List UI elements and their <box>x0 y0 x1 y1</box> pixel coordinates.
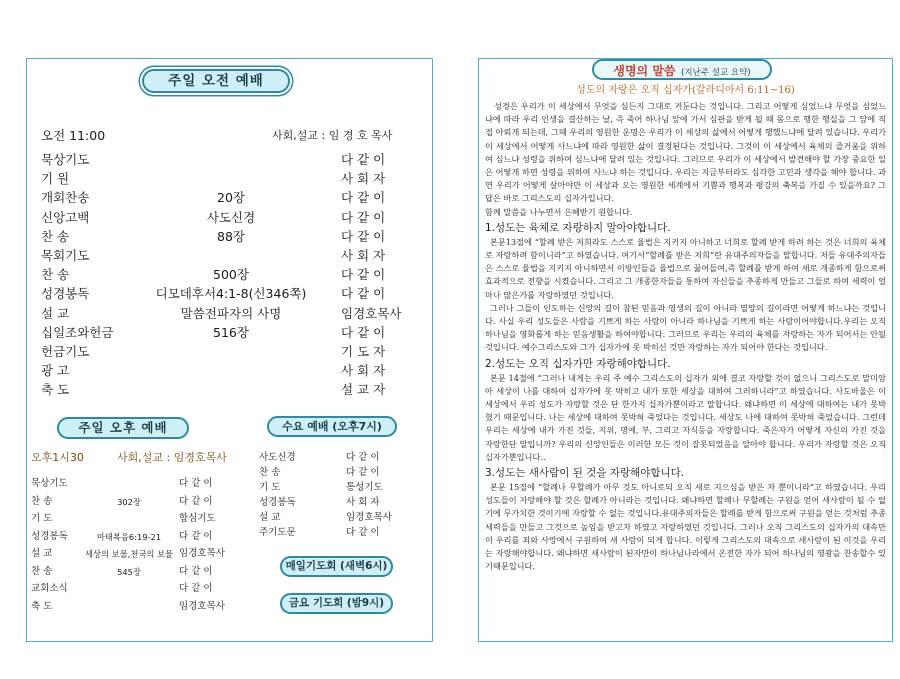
pm-item-role: 다 같 이 <box>179 478 213 489</box>
am-item-name: 설 교 <box>41 305 70 321</box>
am-item-name: 묵상기도 <box>41 152 90 167</box>
am-item-name: 찬 송 <box>41 228 70 244</box>
am-order-item <box>41 285 411 304</box>
sermon-summary-panel <box>478 58 893 642</box>
sermon-badge <box>592 59 772 80</box>
wednesday-item-role: 다 같 이 <box>346 467 380 478</box>
am-item-detail: 사도신경 <box>206 209 256 225</box>
wednesday-item-role: 통성기도 <box>346 482 383 493</box>
am-item-role: 다 같 이 <box>341 324 386 340</box>
sermon-point-paragraph: 본문 14절에 “그러나 내게는 우리 주 예수 그리스도의 십자가 외에 결코 자랑할 것이 없으니 그리스도로 말미암아 세상이 나를 대하여 십자가에 못 박히고 내가 또한 세상을 대하여 그러하니라”고 하였습니다. 사도바울은 이 세상에서 우리 성도가 자랑할 것은 단 한가지 십자가뿐이라고 말합니다. 왜냐하면 이 세상에 대하여는 내가 못박혔기 때문입니다. 나는 세상에 대하여 못박혀 죽었다는 것입니다. 세상도 나에 대하여 못박혀 죽었습니다. 그런데 우리는 세상에 내가 가진 것들, 지위, 명예, 부, 그리고 자식등을 자랑합니다. 죽은자가 어떻게 자신의 가진 것을 자랑한단 말입니까? 우리의 신앙인들은 이러한 모든 것이 잘못되었음을 알아야 합니다. 우리가 자랑할 것은 오직 십자가뿐입니다.. <box>485 372 886 462</box>
am-item-detail: 500장 <box>213 267 249 283</box>
wednesday-item-role: 다 같 이 <box>346 452 380 463</box>
am-item-name: 찬 송 <box>41 267 70 283</box>
pm-service-preacher: 사회,설교 : 임경호목사 <box>117 451 227 464</box>
am-item-name: 개회찬송 <box>41 190 90 206</box>
wednesday-item-name: 주기도문 <box>259 527 296 538</box>
wednesday-item-role: 임경호목사 <box>346 512 392 523</box>
am-service-time: 오전 11:00 <box>41 128 106 143</box>
am-order-item <box>41 381 411 400</box>
am-order-item <box>41 170 411 189</box>
am-item-name: 광 고 <box>41 363 70 379</box>
pm-item-detail: 302장 <box>117 496 141 507</box>
wednesday-service-title: 수요 예배 (오후7시) <box>267 416 397 437</box>
pm-item-name: 찬 송 <box>31 495 53 507</box>
wednesday-item-name: 사도신경 <box>259 452 296 463</box>
am-service-title: 주일 오전 예배 <box>142 69 290 93</box>
am-item-role: 다 같 이 <box>341 267 386 283</box>
pm-item-name: 성경봉독 <box>31 530 68 542</box>
am-item-role: 사 회 자 <box>341 248 386 263</box>
am-item-role: 임경호목사 <box>341 305 402 321</box>
pm-item-name: 기 도 <box>31 513 53 524</box>
pm-item-name: 묵상기도 <box>31 478 68 489</box>
am-item-role: 다 같 이 <box>341 190 386 206</box>
am-order-item <box>41 305 411 324</box>
sermon-point-paragraph: 본문13절에 “할례 받은 저희라도 스스로 율법은 지키지 아니하고 너희로 할례 받게 하려 하는 것은 너희의 육체로 자랑하려 함이니라”고 하였습니다. 여기서“할례를 받은 저희”란 유대주의자들을 말합니다. 저들 유대주의자들은 스스로 율법을 지키지 아니하면서 이방인들을 율법으로 꿇어들여,즉 할례를 받게 하여 새로 개종하게 함으로써 효과적으로 전향을 시켰습니다. 그리고 그 개종한자들을 통하여 자신들을 추종하게 만들고 그들로 하여 세력이 얼마나 많은가를 자랑하였던 것입니다. <box>485 236 886 300</box>
pm-item-role: 다 같 이 <box>179 565 213 577</box>
pm-item-role: 다 같 이 <box>179 530 213 542</box>
sermon-point-heading: 3.성도는 새사람이 된 것을 자랑해야합니다. <box>485 467 685 480</box>
am-order-item <box>41 324 411 343</box>
wednesday-item-name: 성경봉독 <box>259 497 296 508</box>
wednesday-item-name: 기 도 <box>259 482 281 493</box>
sermon-body <box>485 100 886 574</box>
am-order-item <box>41 228 411 247</box>
am-item-name: 십일조와헌금 <box>41 324 114 340</box>
pm-item-name: 축 도 <box>31 600 53 612</box>
order-of-worship-panel <box>26 58 433 642</box>
daily-prayer-meeting: 매일기도회 (새벽6시) <box>280 556 393 577</box>
am-item-name: 헌금기도 <box>41 344 90 359</box>
am-item-detail: 20장 <box>217 190 245 206</box>
pm-item-role: 다 같 이 <box>179 583 213 594</box>
am-order-item <box>41 266 411 285</box>
pm-item-detail: 세상의 보물,천국의 보물 <box>84 549 174 559</box>
sermon-badge-note: (지난주 설교 요약) <box>681 68 751 78</box>
am-item-name: 신앙고백 <box>41 209 90 225</box>
wednesday-item-name: 찬 송 <box>259 467 281 478</box>
wednesday-item-role: 사 회 자 <box>346 497 380 508</box>
pm-item-role: 임경호목사 <box>179 548 225 559</box>
am-item-role: 설 교 자 <box>341 382 386 398</box>
am-item-name: 성경봉독 <box>41 286 90 302</box>
am-item-role: 다 같 이 <box>341 209 386 225</box>
am-order-item <box>41 362 411 381</box>
am-item-detail: 88장 <box>217 228 245 244</box>
sermon-intro-paragraph: 함께 말씀을 나누면서 은혜받기 원합니다. <box>485 206 633 217</box>
am-order-item <box>41 209 411 228</box>
sermon-point-heading: 2.성도는 오직 십자가만 자랑해야합니다. <box>485 357 671 370</box>
am-item-detail: 말씀전파자의 사명 <box>180 305 282 321</box>
sermon-point-paragraph: 본문 15절에 “할례나 무할례가 아무 것도 아니로되 오직 새로 지으심을 받은 자 뿐이니라”고 하였습니다. 우리 성도들이 자랑해야 할 것은 할례가 아니라는 것입니다. 왜냐하면 할례나 무할례는 구원을 얻어 새사람이 될 수 없기에 무가치한 것이기에 자랑할 수 없는 것입니다.유대주의자들은 할례를 받게 함으로써 구원을 얻는 것처럼 추종세력들을 만들고 그것으로 높임을 받고자 하였고 자랑하였던 것입니다. 그러나 오직 그리스도의 십자가의 대속만이 우리를 죄와 사망에서 구원하여 새 사람이 되게 합니다. 이렇게 그리스도의 대속으로 새사람이 된 이것을 우리는 자랑해야합니다. 왜냐하면 새사람이 된자만이 하나님나라에서 온전한 자가 되어 하나님의 영광을 찬송할수 있기때문입니다. <box>485 482 886 572</box>
am-item-name: 기 원 <box>41 171 70 187</box>
am-item-detail: 516장 <box>213 324 249 340</box>
sermon-badge-title: 생명의 말씀 <box>613 64 676 78</box>
am-item-role: 사 회 자 <box>341 363 386 379</box>
pm-service-title: 주일 오후 예배 <box>57 417 189 439</box>
pm-item-name: 교회소식 <box>31 583 68 594</box>
wednesday-item-role: 다 같 이 <box>346 527 380 538</box>
wednesday-item-name: 설 교 <box>259 512 281 523</box>
am-item-role: 사 회 자 <box>341 171 386 187</box>
am-item-role: 다 같 이 <box>341 286 386 302</box>
sermon-point-heading: 1.성도는 육체로 자랑하지 말아야합니다. <box>485 221 671 234</box>
pm-item-detail: 545장 <box>117 566 141 577</box>
am-item-name: 목회기도 <box>41 248 90 263</box>
sermon-intro-paragraph: 성경은 우리가 이 세상에서 무엇을 심든지 그대로 거둔다는 것입니다. 그리고 어떻게 심었느냐 무엇을 심었느냐에 따라 우리 인생을 결산하는 날, 즉 죽어 하나님 앞에 가서 심판을 받게 될 때 몸으로 행한 행실을 그 앞에 직접 아뢰게 되는데, 그때 우리의 영원한 운명은 우리가 이 세상의 삶에서 어떻게 행했느냐에 달려 있습니다. 우리가 이 세상에서 어떻게 사느냐에 따라 영원한 삶이 결정된다는 것입니다. 그것이 이 세상에서 육체의 즐거움을 위하여 심느냐 성령을 위하여 심느냐에 달려 있는 것입니다. 그러므로 우리가 이 세상에서 발견해야 할 가장 중요한 일은 어떻게 하면 성령을 위하여 사느냐 하는 것입니다. 우리는 지금부터라도 심각한 고민과 생각을 해야 합니다. 과연 우리가 어떻게 살아야만 이 세상과 오는 영원한 세계에서 기쁨과 행복과 평강의 축복을 가질 수 있을까요? 그답은 바로 그리스도의 십자가입니다. <box>485 101 886 204</box>
am-item-detail: 디모데후서4:1-8(신346쪽) <box>155 286 307 302</box>
am-service-preacher: 사회,설교 : 임 경 호 목사 <box>272 129 393 142</box>
pm-service-time: 오후1시30 <box>31 451 84 464</box>
pm-item-role: 임경호목사 <box>179 600 225 612</box>
pm-item-name: 찬 송 <box>31 565 53 577</box>
am-order-item <box>41 343 411 362</box>
am-item-role: 기 도 자 <box>341 344 386 359</box>
friday-prayer-meeting: 금요 기도회 (밤9시) <box>280 593 393 614</box>
pm-item-role: 합심기도 <box>179 513 216 524</box>
pm-item-role: 다 같 이 <box>179 495 213 507</box>
pm-item-name: 설 교 <box>31 548 53 559</box>
am-item-name: 축 도 <box>41 382 70 398</box>
am-item-role: 다 같 이 <box>341 228 386 244</box>
sermon-subtitle: 성도의 자랑은 오직 십자가(갈라디아서 6:11~16) <box>576 85 795 96</box>
am-item-role: 다 같 이 <box>341 152 386 167</box>
pm-item-detail: 마태복음6:19-21 <box>96 531 162 542</box>
sermon-point-paragraph: 그러나 그들이 인도하는 신앙의 길이 참된 믿음과 영생의 길이 아니라 멸망의 길이라면 어떻게 하느냐는 것입니다. 사실 우리 성도들은 사람을 기쁘게 하는 사람이 아니라 하나님을 기쁘게 하는 사람이어야합니다.우리는 오직 하나님을 영화롭게 하는 믿음생활을 하여야합니다. 그러므로 우리는 우리의 육체를 자랑하는 자가 되어서는 안될 것입니다. 예수그리스도와 그가 십자가에 못 박히신 것만 자랑하는 자가 되어야 한다는 것입니다. <box>485 302 886 353</box>
am-order-item <box>41 189 411 208</box>
am-order-item <box>41 247 411 266</box>
am-order-item <box>41 151 411 170</box>
